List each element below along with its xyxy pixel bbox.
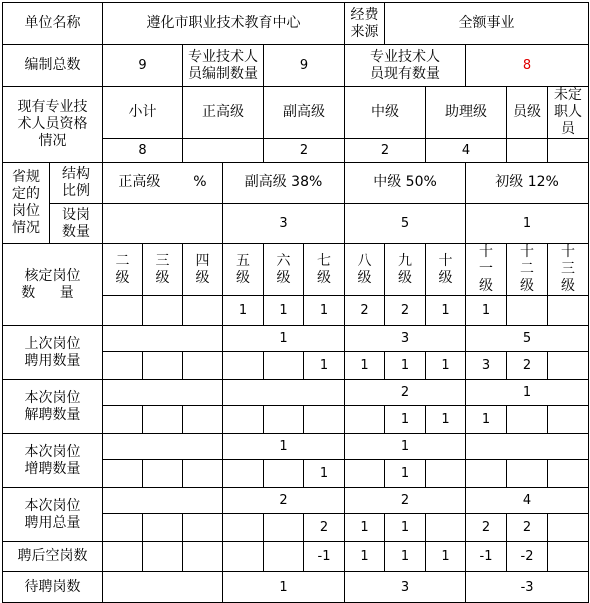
- level-name-char: 级: [195, 269, 210, 286]
- level-name-char: 四: [195, 252, 210, 269]
- approved-posts-label-line2: 数 量: [21, 284, 84, 301]
- prev-hired-label: [3, 326, 103, 380]
- unit-row: [3, 3, 589, 45]
- level-name-char: 六: [276, 252, 291, 269]
- qual-value-subtotal: 8: [103, 139, 183, 163]
- level-value-7: 1: [304, 296, 345, 326]
- qual-value-zhongji: 2: [345, 139, 426, 163]
- level-value-4: [183, 460, 223, 488]
- level-name-6: [264, 244, 304, 296]
- level-name-char: 二: [115, 252, 130, 269]
- level-value-5: 1: [223, 296, 264, 326]
- qualification-header-row: [3, 87, 589, 139]
- qual-header-zhuli: 助理级: [426, 87, 507, 139]
- ratio-zhongji: 中级 50%: [345, 163, 466, 204]
- funding-source-label-line1: 经费: [350, 6, 379, 23]
- qual-header-subtotal: 小计: [103, 87, 183, 139]
- qualification-label-line2: 术人员资格: [17, 116, 88, 132]
- level-name-char: 级: [479, 278, 494, 294]
- qual-header-yuanji: 员级: [507, 87, 548, 139]
- level-value-7: 2: [304, 514, 345, 542]
- total-group-zhenggao: [103, 488, 223, 514]
- structure-label-line1: 结构: [62, 166, 90, 182]
- prev-group-row: [3, 326, 589, 352]
- level-name-char: 级: [520, 278, 535, 294]
- ratio-row: [3, 163, 589, 204]
- level-names-row: [3, 244, 589, 296]
- vacant-level-6: [264, 542, 304, 572]
- structure-label-line2: 比例: [62, 183, 90, 199]
- level-value-12: [507, 460, 548, 488]
- level-value-9: 1: [385, 352, 426, 380]
- level-name-char: 一: [479, 261, 494, 277]
- level-name-char: 级: [317, 269, 332, 286]
- pending-zhenggao: [103, 572, 223, 603]
- level-name-char: 级: [398, 269, 413, 286]
- vacant-level-2: [103, 542, 143, 572]
- level-name-char: 级: [236, 269, 250, 286]
- pending-row: [3, 572, 589, 603]
- level-value-11: [466, 460, 507, 488]
- vacant-level-3: [143, 542, 183, 572]
- total-group-zhongji: 2: [345, 488, 466, 514]
- qual-value-fugao: 2: [264, 139, 345, 163]
- level-name-char: 级: [357, 269, 372, 286]
- total-quota-label: 编制总数: [3, 45, 103, 87]
- level-value-2: [103, 460, 143, 488]
- total-group-fugao: 2: [223, 488, 345, 514]
- level-value-13: [548, 460, 589, 488]
- level-name-char: 七: [317, 252, 332, 269]
- pending-zhongji: 3: [345, 572, 466, 603]
- level-value-13: [548, 352, 589, 380]
- province-label-line3: 岗位: [12, 203, 40, 219]
- level-value-9: 1: [385, 406, 426, 434]
- qualification-label-line3: 情况: [38, 133, 67, 149]
- setup-label: [50, 204, 102, 243]
- level-value-5: [223, 460, 264, 488]
- qual-header-unassigned: 未定职人员: [548, 87, 589, 139]
- qual-value-zhenggao: [183, 139, 264, 163]
- level-value-7: 1: [304, 352, 345, 380]
- level-value-13: [548, 514, 589, 542]
- qual-header-fugao: 副高级: [264, 87, 345, 139]
- setup-fugao: 3: [223, 203, 345, 244]
- level-value-9: 2: [385, 296, 426, 326]
- level-name-char: 十: [438, 252, 453, 269]
- ratio-percent-sign: %: [193, 174, 207, 191]
- level-value-6: [264, 514, 304, 542]
- level-value-8: [345, 460, 385, 488]
- level-value-10: 1: [426, 406, 466, 434]
- level-value-9: 1: [385, 514, 426, 542]
- level-value-12: [507, 406, 548, 434]
- level-name-char: 级: [115, 269, 130, 286]
- ratio-zhenggao-label: 正高级: [118, 174, 161, 191]
- level-value-10: 1: [426, 352, 466, 380]
- prev-group-zhenggao: [103, 326, 223, 352]
- level-name-char: 级: [561, 278, 576, 294]
- level-value-8: 1: [345, 514, 385, 542]
- level-name-11: [466, 244, 507, 296]
- unit-name: 遵化市职业技术教育中心: [103, 3, 345, 45]
- level-value-5: [223, 406, 264, 434]
- level-value-13: [548, 296, 589, 326]
- added-label-line1: 本次岗位: [24, 443, 81, 460]
- level-value-2: [103, 514, 143, 542]
- level-name-char: 九: [398, 252, 413, 269]
- level-name-3: [143, 244, 183, 296]
- dismissed-group-zhenggao: [103, 380, 223, 406]
- pending-label: 待聘岗数: [3, 572, 103, 603]
- tech-current-label: [345, 45, 466, 87]
- staffing-table: [2, 2, 589, 603]
- level-value-10: [426, 514, 466, 542]
- staffing-row: [3, 45, 589, 87]
- vacant-label: 聘后空岗数: [3, 542, 103, 572]
- setup-label-line2: 数量: [62, 223, 90, 240]
- added-group-zhenggao: [103, 434, 223, 460]
- level-value-2: [103, 296, 143, 326]
- qualification-label: [3, 87, 103, 163]
- level-name-char: 八: [357, 252, 372, 269]
- level-value-8: 1: [345, 352, 385, 380]
- level-name-10: [426, 244, 466, 296]
- province-label-line1: 省规: [12, 169, 40, 185]
- vacant-level-5: [223, 542, 264, 572]
- level-value-12: 2: [507, 352, 548, 380]
- prev-group-chuji: 5: [466, 326, 589, 352]
- level-name-4: [183, 244, 223, 296]
- added-group-zhongji: 1: [345, 434, 466, 460]
- level-value-3: [143, 406, 183, 434]
- level-value-8: 2: [345, 296, 385, 326]
- total-quota: 9: [103, 45, 183, 87]
- level-name-char: 级: [276, 269, 291, 286]
- level-value-2: [103, 352, 143, 380]
- province-label: [3, 163, 50, 243]
- setup-label-line1: 设岗: [62, 206, 90, 223]
- funding-source-label-line2: 来源: [350, 23, 379, 40]
- ratio-zhenggao: [103, 163, 223, 204]
- level-value-5: [223, 514, 264, 542]
- prev-group-fugao: 1: [223, 326, 345, 352]
- added-group-fugao: 1: [223, 434, 345, 460]
- level-name-char: 十: [520, 244, 535, 260]
- level-value-11: 1: [466, 406, 507, 434]
- level-value-10: 1: [426, 296, 466, 326]
- added-group-chuji: [466, 434, 589, 460]
- vacant-level-8: 1: [345, 542, 385, 572]
- level-value-9: 1: [385, 460, 426, 488]
- province-label-line4: 情况: [12, 220, 40, 236]
- level-name-12: [507, 244, 548, 296]
- province-block: [3, 163, 103, 244]
- level-name-char: 级: [438, 269, 453, 286]
- level-name-9: [385, 244, 426, 296]
- unit-name-label: 单位名称: [3, 3, 103, 45]
- setup-zhongji: 5: [345, 203, 466, 244]
- level-value-4: [183, 352, 223, 380]
- vacant-level-11: -1: [466, 542, 507, 572]
- level-value-3: [143, 514, 183, 542]
- level-value-8: [345, 406, 385, 434]
- approved-posts-label: [3, 244, 103, 326]
- pending-chuji: -3: [466, 572, 589, 603]
- qual-value-unassigned: [548, 139, 589, 163]
- prev-hired-label-line1: 上次岗位: [24, 335, 81, 352]
- approved-posts-label-line1: 核定岗位: [24, 267, 81, 284]
- level-value-6: 1: [264, 296, 304, 326]
- level-name-5: [223, 244, 264, 296]
- level-value-3: [143, 460, 183, 488]
- level-value-3: [143, 352, 183, 380]
- dismissed-group-row: [3, 380, 589, 406]
- funding-source-label: [345, 3, 385, 45]
- dismissed-label: [3, 380, 103, 434]
- tech-current-label-line2: 员现有数量: [370, 65, 441, 82]
- qualification-label-line1: 现有专业技: [17, 99, 88, 115]
- vacant-level-9: 1: [385, 542, 426, 572]
- tech-current-label-line1: 专业技术人: [370, 48, 441, 65]
- level-value-10: [426, 460, 466, 488]
- level-value-6: [264, 460, 304, 488]
- qual-header-zhongji: 中级: [345, 87, 426, 139]
- level-value-11: 1: [466, 296, 507, 326]
- level-value-12: 2: [507, 514, 548, 542]
- level-name-char: 级: [155, 269, 170, 286]
- dismissed-label-line1: 本次岗位: [24, 389, 81, 406]
- qual-header-zhenggao: 正高级: [183, 87, 264, 139]
- level-value-6: [264, 406, 304, 434]
- qual-value-zhuli: 4: [426, 139, 507, 163]
- level-value-7: [304, 406, 345, 434]
- setup-chuji: 1: [466, 203, 589, 244]
- dismissed-group-chuji: 1: [466, 380, 589, 406]
- level-value-12: [507, 296, 548, 326]
- tech-current: 8: [466, 45, 589, 87]
- funding-source: 全额事业: [385, 3, 589, 45]
- ratio-fugao: 副高级 38%: [223, 163, 345, 204]
- level-name-char: 十: [479, 244, 494, 260]
- pending-fugao: 1: [223, 572, 345, 603]
- tech-quota-label-line1: 专业技术人: [188, 48, 258, 65]
- level-value-6: [264, 352, 304, 380]
- added-label: [3, 434, 103, 488]
- level-name-char: 三: [155, 252, 170, 269]
- tech-quota-label-line2: 员编制数量: [188, 65, 258, 82]
- ratio-chuji: 初级 12%: [466, 163, 589, 204]
- vacant-row: [3, 542, 589, 572]
- level-value-3: [143, 296, 183, 326]
- qual-value-yuanji: [507, 139, 548, 163]
- vacant-level-10: 1: [426, 542, 466, 572]
- tech-quota-label: [183, 45, 264, 87]
- prev-group-zhongji: 3: [345, 326, 466, 352]
- level-value-2: [103, 406, 143, 434]
- dismissed-label-line2: 解聘数量: [24, 406, 81, 423]
- level-name-7: [304, 244, 345, 296]
- level-value-4: [183, 514, 223, 542]
- dismissed-group-zhongji: 2: [345, 380, 466, 406]
- level-value-11: 2: [466, 514, 507, 542]
- added-label-line2: 增聘数量: [24, 460, 81, 477]
- level-name-char: 二: [520, 261, 535, 277]
- level-value-4: [183, 406, 223, 434]
- level-value-5: [223, 352, 264, 380]
- level-name-char: 十: [561, 244, 576, 260]
- level-value-4: [183, 296, 223, 326]
- level-name-2: [103, 244, 143, 296]
- vacant-level-13: [548, 542, 589, 572]
- level-name-13: [548, 244, 589, 296]
- total-group-row: [3, 488, 589, 514]
- vacant-level-7: -1: [304, 542, 345, 572]
- level-value-13: [548, 406, 589, 434]
- province-label-line2: 定的: [12, 186, 40, 202]
- level-name-8: [345, 244, 385, 296]
- level-name-char: 五: [236, 252, 250, 269]
- tech-quota: 9: [264, 45, 345, 87]
- total-hired-label-line2: 聘用总量: [24, 514, 81, 531]
- total-hired-label-line1: 本次岗位: [24, 497, 81, 514]
- level-name-char: 三: [561, 261, 576, 277]
- total-hired-label: [3, 488, 103, 542]
- setup-zhenggao: [103, 203, 223, 244]
- level-value-11: 3: [466, 352, 507, 380]
- vacant-level-4: [183, 542, 223, 572]
- dismissed-group-fugao: [223, 380, 345, 406]
- level-value-7: 1: [304, 460, 345, 488]
- vacant-level-12: -2: [507, 542, 548, 572]
- structure-label: [50, 163, 102, 204]
- total-group-chuji: 4: [466, 488, 589, 514]
- added-group-row: [3, 434, 589, 460]
- prev-hired-label-line2: 聘用数量: [24, 352, 81, 369]
